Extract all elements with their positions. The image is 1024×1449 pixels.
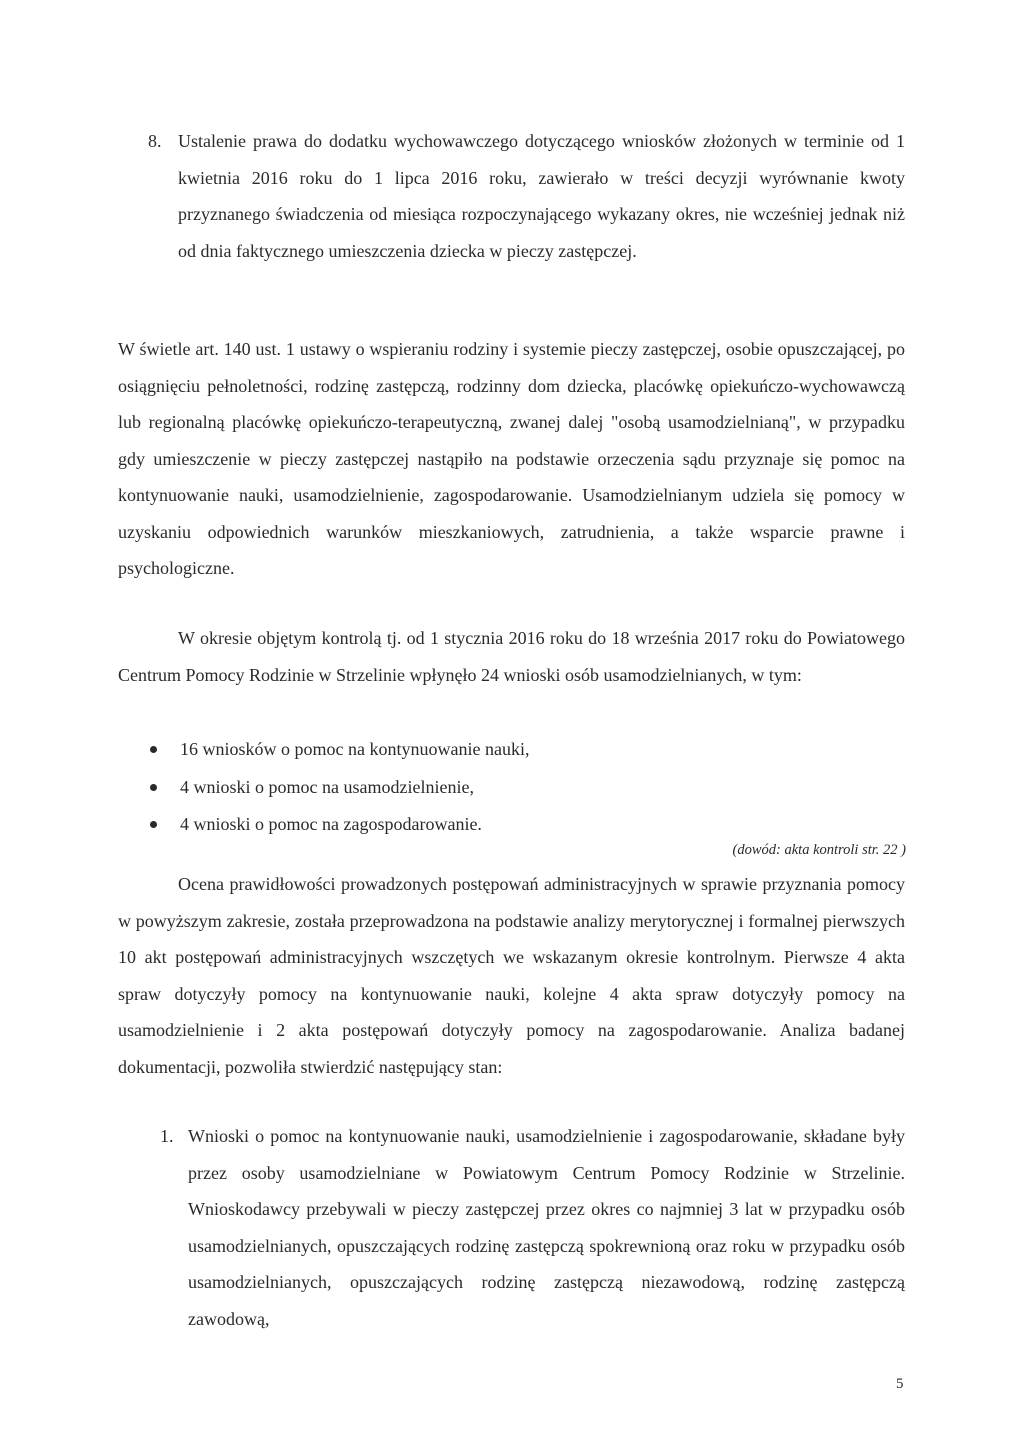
list-item-text: 16 wniosków o pomoc na kontynuowanie nauki, bbox=[180, 739, 530, 759]
numbered-item-8 bbox=[148, 123, 905, 269]
bullet-icon bbox=[150, 821, 157, 828]
paragraph-control-period: W okresie objętym kontrolą tj. od 1 stycznia 2016 roku do 18 września 2017 roku do Powiatowego Centrum Pomocy Rodzinie w Strzelinie wpłynęło 24 wnioski osób usamodzielnianych, w tym: bbox=[118, 628, 905, 685]
list-item bbox=[150, 731, 529, 769]
item-number: 8. bbox=[148, 131, 162, 151]
bullet-list bbox=[150, 731, 529, 844]
list-item-text: 4 wnioski o pomoc na zagospodarowanie. bbox=[180, 814, 482, 834]
evidence-reference: (dowód: akta kontroli str. 22 ) bbox=[732, 842, 906, 858]
item-text: Wnioski o pomoc na kontynuowanie nauki, usamodzielnienie i zagospodarowanie, składane były przez osoby usamodzielniane w Powiatowym Centrum Pomocy Rodzinie w Strzelinie. Wnioskodawcy przebywali w pieczy zastępczej przez okres co najmniej 3 lat w przypadku osób usamodzielnianych, opuszczających rodzinę zastępczą spokrewnioną oraz roku w przypadku osób usamodzielnianych, opuszczających rodzinę zastępczą niezawodową, rodzinę zastępczą zawodową, bbox=[188, 1126, 905, 1329]
paragraph-assessment: Ocena prawidłowości prowadzonych postępowań administracyjnych w sprawie przyznania pomocy w powyższym zakresie, została przeprowadzona na podstawie analizy merytorycznej i formalnej pierwszych 10 akt postępowań administracyjnych wszczętych we wskazanym okresie kontrolnym. Pierwsze 4 akta spraw dotyczyły pomocy na kontynuowanie nauki, kolejne 4 akta spraw dotyczyły pomocy na usamodzielnienie i 2 akta postępowań dotyczyły pomocy na zagospodarowanie. Analiza badanej dokumentacji, pozwoliła stwierdzić następujący stan: bbox=[118, 874, 905, 1077]
item-text: Ustalenie prawa do dodatku wychowawczego dotyczącego wniosków złożonych w terminie od 1 kwietnia 2016 roku do 1 lipca 2016 roku, zawierało w treści decyzji wyrównanie kwoty przyznanego świadczenia od miesiąca rozpoczynającego wykazany okres, nie wcześniej jednak niż od dnia faktycznego umieszczenia dziecka w pieczy zastępczej. bbox=[178, 131, 905, 261]
bullet-icon bbox=[150, 746, 157, 753]
item-number: 1. bbox=[160, 1126, 174, 1146]
bullet-icon bbox=[150, 784, 157, 791]
list-item bbox=[150, 769, 529, 807]
page-number: 5 bbox=[896, 1376, 904, 1392]
list-item-text: 4 wnioski o pomoc na usamodzielnienie, bbox=[180, 776, 474, 797]
list-item bbox=[150, 806, 529, 844]
numbered-item-1 bbox=[160, 1118, 905, 1337]
paragraph-art-140: W świetle art. 140 ust. 1 ustawy o wspieraniu rodziny i systemie pieczy zastępczej, osobie opuszczającej, po osiągnięciu pełnoletności, rodzinę zastępczą, rodzinny dom dziecka, placówkę opiekuńczo-wychowawczą lub regionalną placówkę opiekuńczo-terapeutyczną, zwanej dalej "osobą usamodzielnianą", w przypadku gdy umieszczenie w pieczy zastępczej nastąpiło na podstawie orzeczenia sądu przyznaje się pomoc na kontynuowanie nauki, usamodzielnienie, zagospodarowanie. Usamodzielnianym udziela się pomocy w uzyskaniu odpowiednich warunków mieszkaniowych, zatrudnienia, a także wsparcie prawne i psychologiczne. bbox=[118, 339, 905, 578]
